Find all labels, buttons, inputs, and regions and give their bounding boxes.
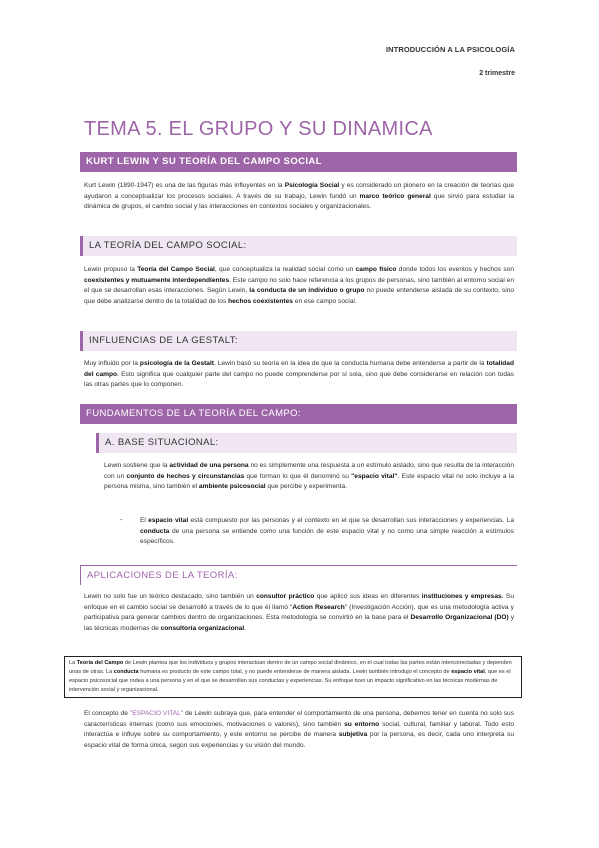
paragraph-gestalt: Muy influido por la psicología de la Gestalt, Lewin basó su teoría en la idea de que la conducta humana debe entenderse a partir de la totalidad del campo. Esto significa que cualquier parte del campo no puede comprenderse por sí sola, sino que debe considerarse en relación con todas las otras partes que lo componen. bbox=[84, 360, 515, 389]
espacio-vital-highlight: "ESPACIO VITAL" bbox=[129, 710, 184, 717]
subsection-heading-base-situacional: A. BASE SITUACIONAL: bbox=[96, 433, 517, 453]
summary-box: La Teoría del Campo de Lewin plantea que los individuos y grupos interactúan dentro de un campo social dinámico, en el cual todas las partes están interconectadas y dependen unas de otras. La conducta humana es producto de este campo total, y no puede entenderse de manera aislada. Lewin también introdujo el concepto de espacio vital, que es el espacio psicosocial que rodea a una persona y en el que se desarrollan sus conductas y experiencias. Su enfoque tuvo un impacto significativo en las técnicas modernas de intervención social y organizacional. bbox=[64, 656, 522, 698]
section-heading-fundamentos: FUNDAMENTOS DE LA TEORÍA DEL CAMPO: bbox=[80, 404, 517, 424]
section-heading-gestalt: INFLUENCIAS DE LA GESTALT: bbox=[80, 331, 517, 351]
bullet-marker: - bbox=[120, 517, 123, 524]
page-title: TEMA 5. EL GRUPO Y SU DINAMICA bbox=[84, 118, 433, 140]
paragraph-aplicaciones: Lewin no solo fue un teórico destacado, sino también un consultor práctico que aplicó sus ideas en diferentes instituciones y empresas. Su enfoque en el cambio social se desarrolló a través de lo que él llamó "Action Research" (Investigación Acción), que es una metodología activa y participativa para generar cambios dentro de organizaciones. Esta metodología se convirtió en la base para el Desarrollo Organizacional (DO) y las técnicas modernas de consultoría organizacional. bbox=[84, 593, 514, 632]
paragraph-base-situacional: Lewin sostiene que la actividad de una persona no es simplemente una respuesta a un estímulo aislado, sino que resulta de la interacción con un conjunto de hechos y circunstancias que forman lo que él denominó su "espacio vital". Este espacio vital no solo incluye a la persona misma, sino también el ambiente psicosocial que percibe y experimenta. bbox=[104, 462, 514, 491]
section-heading-aplicaciones: APLICACIONES DE LA TEORÍA: bbox=[80, 565, 517, 585]
section-heading-kurt-lewin: KURT LEWIN Y SU TEORÍA DEL CAMPO SOCIAL bbox=[80, 152, 517, 172]
header-term: 2 trimestre bbox=[479, 70, 515, 77]
section-heading-teoria-campo: LA TEORÍA DEL CAMPO SOCIAL: bbox=[80, 236, 517, 256]
paragraph-teoria-campo: Lewin propuso la Teoría del Campo Social, que conceptualiza la realidad social como un campo físico donde todos los eventos y hechos son coexistentes y mutuamente interdependientes. Este campo no solo hace referencia a los grupos de personas, sino también al entorno social en el que se desarrollan esas interacciones. Según Lewin, la conducta de un individuo o grupo no puede entenderse aislada de su contexto, sino que debe analizarse dentro de la totalidad de los hechos coexistentes en ese campo social. bbox=[84, 266, 515, 305]
header-course: INTRODUCCIÓN A LA PSICOLOGÍA bbox=[385, 45, 515, 54]
paragraph-kurt-lewin: Kurt Lewin (1890-1947) es una de las figuras más influyentes en la Psicología Social y es considerado un pionero en la creación de teorías que ayudaron a conceptualizar los procesos sociales. A través de su trabajo, Lewin fundó un marco teórico general que sirvió para estudiar la dinámica de grupos, el cambio social y las interacciones en contextos sociales y organizacionales. bbox=[84, 182, 514, 211]
bullet-espacio-vital: El espacio vital está compuesto por las personas y el contexto en el que se desarrollan sus interacciones y experiencias. La conducta de una persona se entiende como una función de este espacio vital y no como una simple reacción a estímulos específicos. bbox=[140, 517, 514, 546]
paragraph-espacio-vital: El concepto de "ESPACIO VITAL" de Lewin subraya que, para entender el comportamiento de una persona, debemos tener en cuenta no solo sus características internas (como sus emociones, motivaciones o valores), sino también su entorno social, cultural, familiar y laboral. Todo esto interactúa e influye sobre su comportamiento, y este entorno se percibe de manera subjetiva por la persona, es decir, cada uno interpreta su espacio vital de forma única, según sus experiencias y su visión del mundo. bbox=[84, 710, 514, 749]
